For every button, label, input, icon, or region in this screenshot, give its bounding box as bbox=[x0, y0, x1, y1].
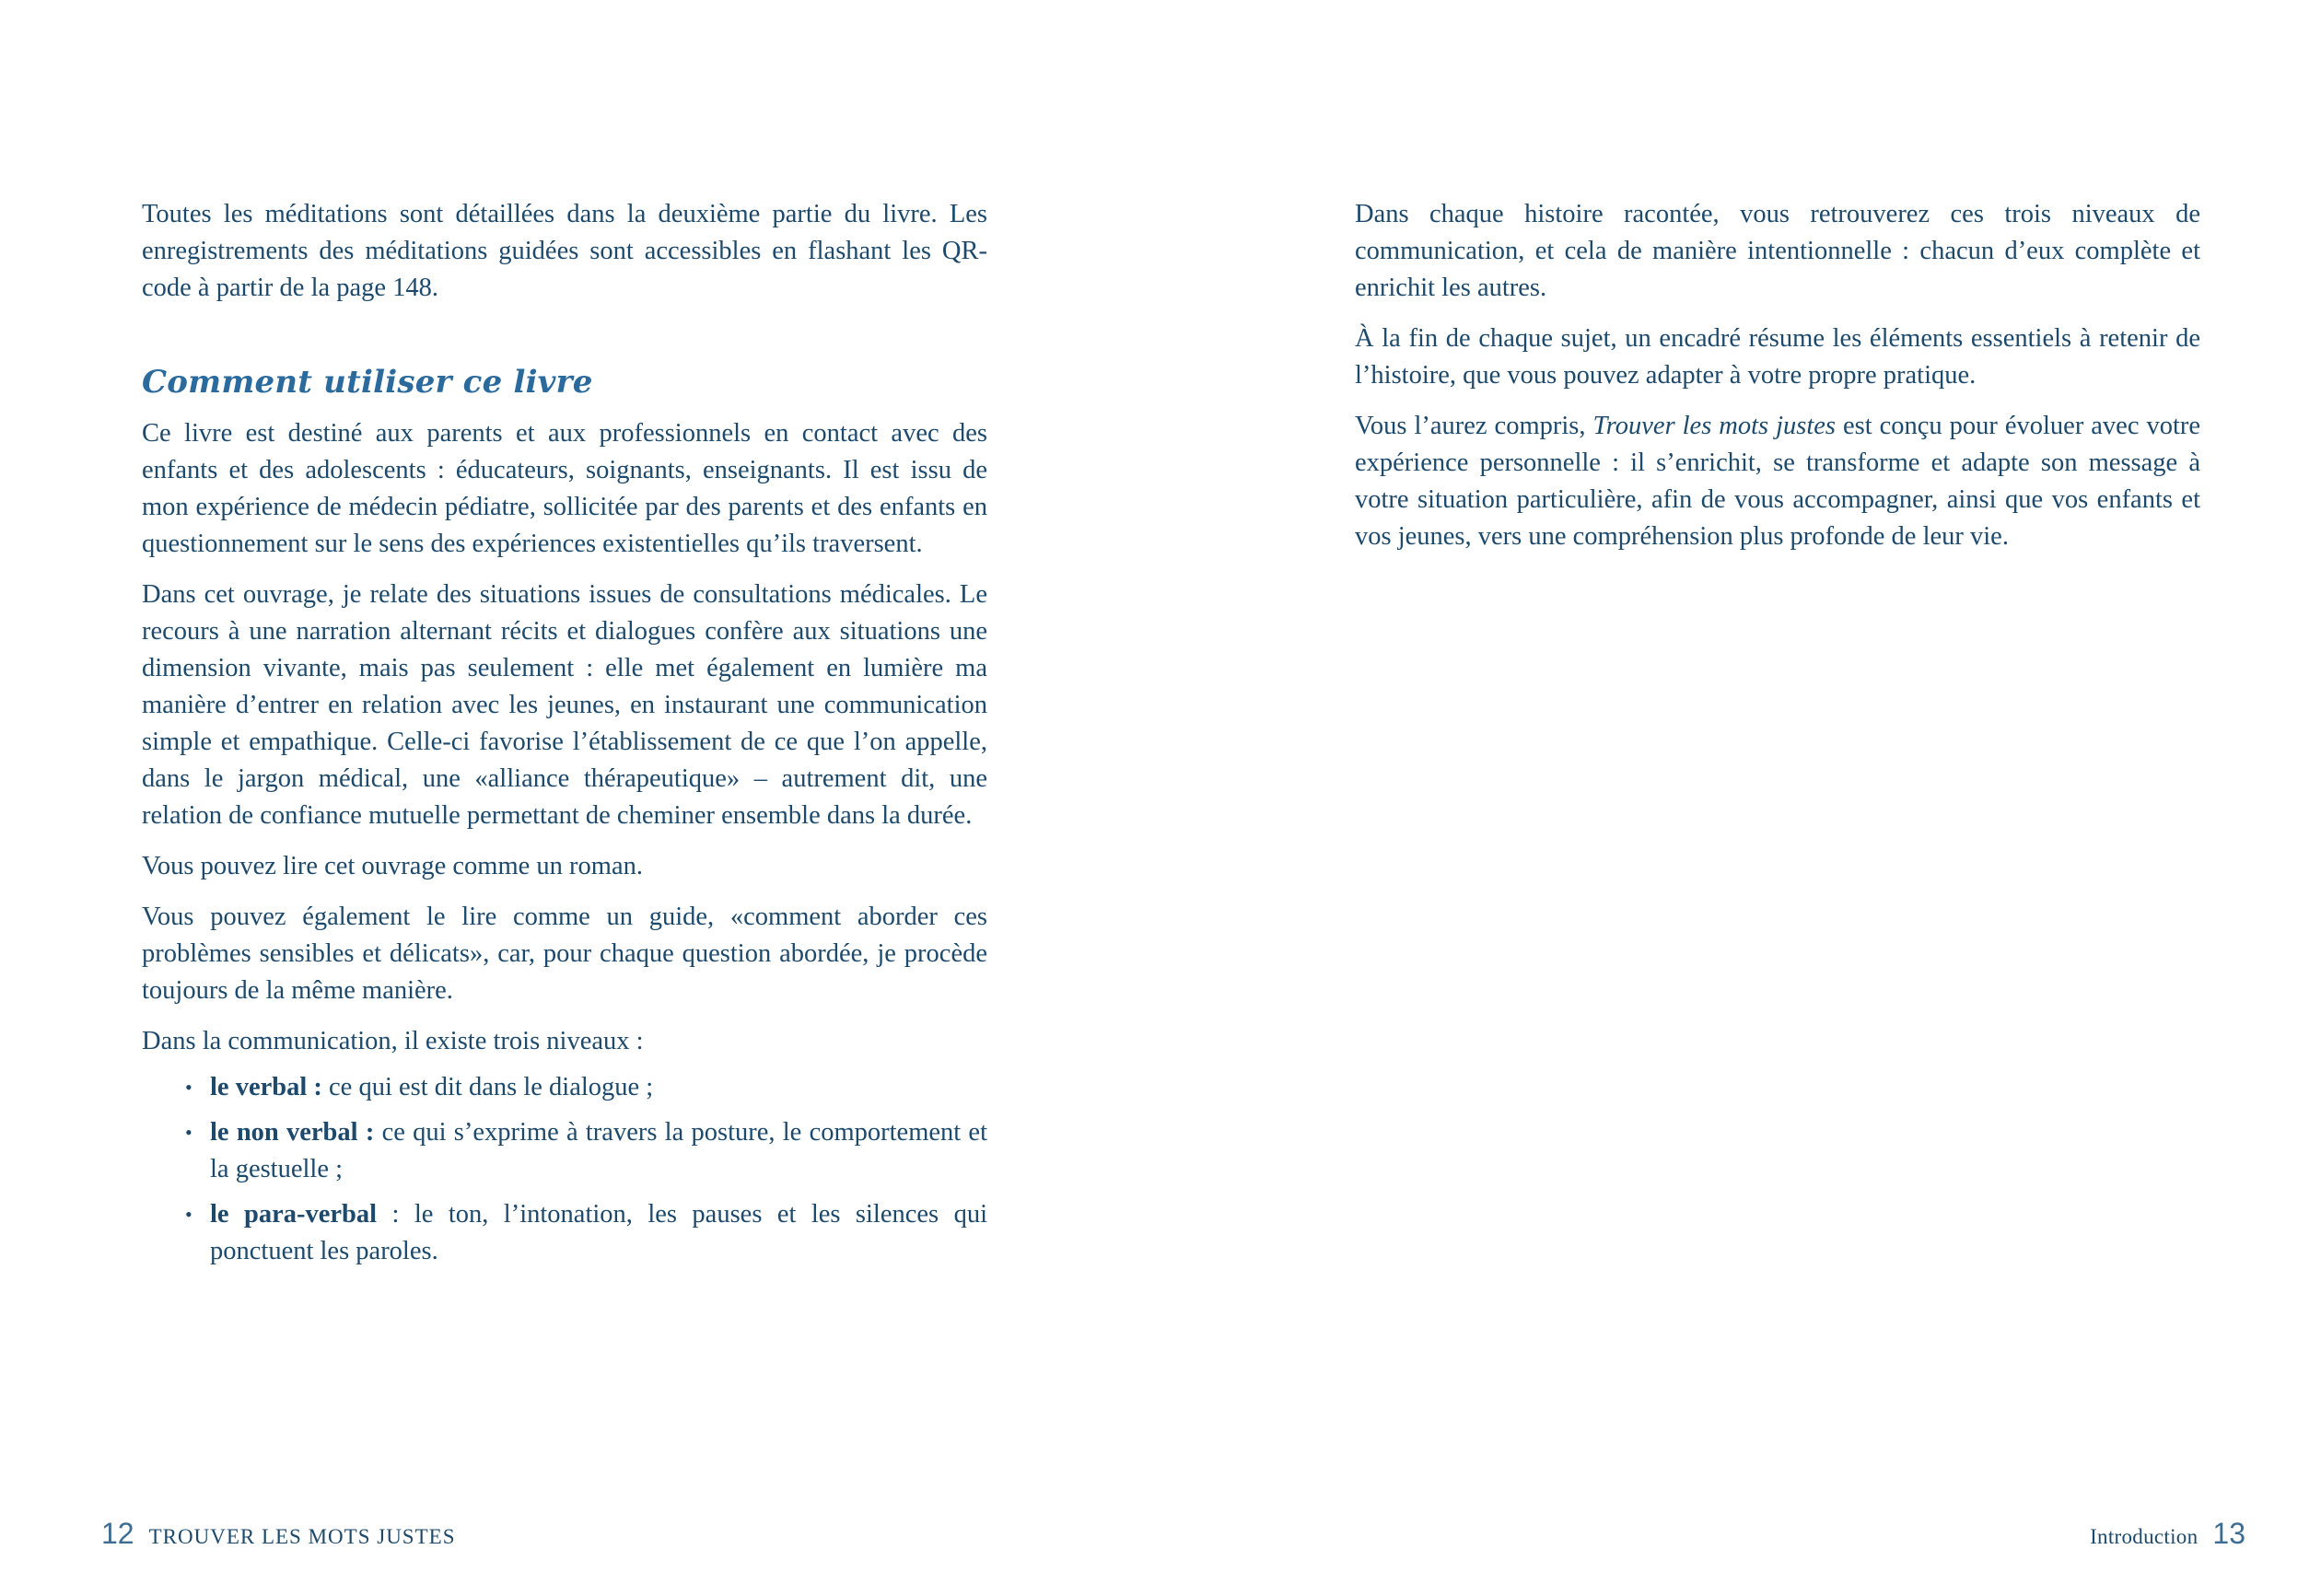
right-footer bbox=[2090, 1517, 2245, 1551]
book-title: Trouver les mots justes bbox=[1592, 412, 1837, 440]
bullet-icon: • bbox=[185, 1203, 192, 1226]
body-paragraph: Dans cet ouvrage, je relate des situations issues de consultations médicales. Le recours à une narration alternant récits et dialogues confère aux situations une dimension vivante, mais pas seulement : elle met également en lumière ma manière d’entrer en relation avec les jeunes, en instaurant une communication simple et empathique. Celle-ci favorise l’établissement de ce que l’on appelle, dans le jargon médical, une «alliance thérapeutique» – autrement dit, une relation de confiance mutuelle permettant de cheminer ensemble dans la durée. bbox=[142, 580, 987, 830]
page-number: 13 bbox=[2212, 1517, 2245, 1550]
right-page bbox=[1160, 0, 2321, 1596]
list-item-term: le para-verbal bbox=[210, 1200, 378, 1229]
page-number: 12 bbox=[101, 1517, 134, 1550]
left-page bbox=[0, 0, 1160, 1596]
bullet-icon: • bbox=[185, 1121, 192, 1144]
body-paragraph: Ce livre est destiné aux parents et aux professionnels en contact avec des enfants et des adolescents : éducateurs, soignants, enseignants. Il est issu de mon expérience de médecin pédiatre, sollicitée par des parents et des enfants en questionnement sur le sens des expériences existentielles qu’ils traversent. bbox=[142, 419, 987, 558]
list-item-text: ce qui s’exprime à travers la posture, le comportement et la gestuelle ; bbox=[210, 1118, 987, 1183]
left-text-column bbox=[142, 196, 987, 1278]
list-item bbox=[185, 1114, 987, 1188]
list-item-text: ce qui est dit dans le dialogue ; bbox=[321, 1073, 654, 1101]
running-head: TROUVER LES MOTS JUSTES bbox=[148, 1525, 456, 1548]
intro-paragraph: Toutes les méditations sont détaillées dans la deuxième partie du livre. Les enregistrements des méditations guidées sont accessibles en flashant les QR-code à partir de la page 148. bbox=[142, 200, 987, 302]
closing-text-end: est conçu pour évoluer avec votre expérience personnelle : il s’enrichit, se transforme et adapte son message à votre situation particulière, afin de vous accompagner, ainsi que vos enfants et vos jeunes, vers une compréhension plus profonde de leur vie. bbox=[1355, 412, 2201, 551]
section-heading: Comment utiliser ce livre bbox=[142, 364, 593, 401]
body-paragraph: Vous pouvez lire cet ouvrage comme un roman. bbox=[142, 852, 643, 880]
list-item bbox=[185, 1069, 987, 1106]
body-paragraph: À la fin de chaque sujet, un encadré résume les éléments essentiels à retenir de l’histoire, que vous pouvez adapter à votre propre pratique. bbox=[1355, 324, 2200, 390]
left-footer bbox=[101, 1517, 456, 1551]
body-paragraph: Vous pouvez également le lire comme un guide, «comment aborder ces problèmes sensibles et délicats», car, pour chaque question abordée, je procède toujours de la même manière. bbox=[142, 903, 987, 1005]
closing-paragraph bbox=[1355, 408, 2200, 555]
closing-text-start: Vous l’aurez compris, bbox=[1355, 412, 1593, 440]
running-head: Introduction bbox=[2090, 1525, 2199, 1548]
list-item-term: le non verbal : bbox=[210, 1118, 375, 1147]
list-intro-paragraph: Dans la communication, il existe trois niveaux : bbox=[142, 1027, 644, 1055]
list-item bbox=[185, 1196, 987, 1270]
list-item-text: : le ton, l’intonation, les pauses et les silences qui ponctuent les paroles. bbox=[210, 1200, 987, 1265]
body-paragraph: Dans chaque histoire racontée, vous retrouverez ces trois niveaux de communication, et cela de manière intentionnelle : chacun d’eux complète et enrichit les autres. bbox=[1355, 200, 2200, 302]
right-text-column bbox=[1355, 196, 2200, 569]
bullet-icon: • bbox=[185, 1076, 192, 1099]
list-item-term: le verbal : bbox=[210, 1073, 322, 1101]
communication-levels-list bbox=[142, 1069, 987, 1270]
